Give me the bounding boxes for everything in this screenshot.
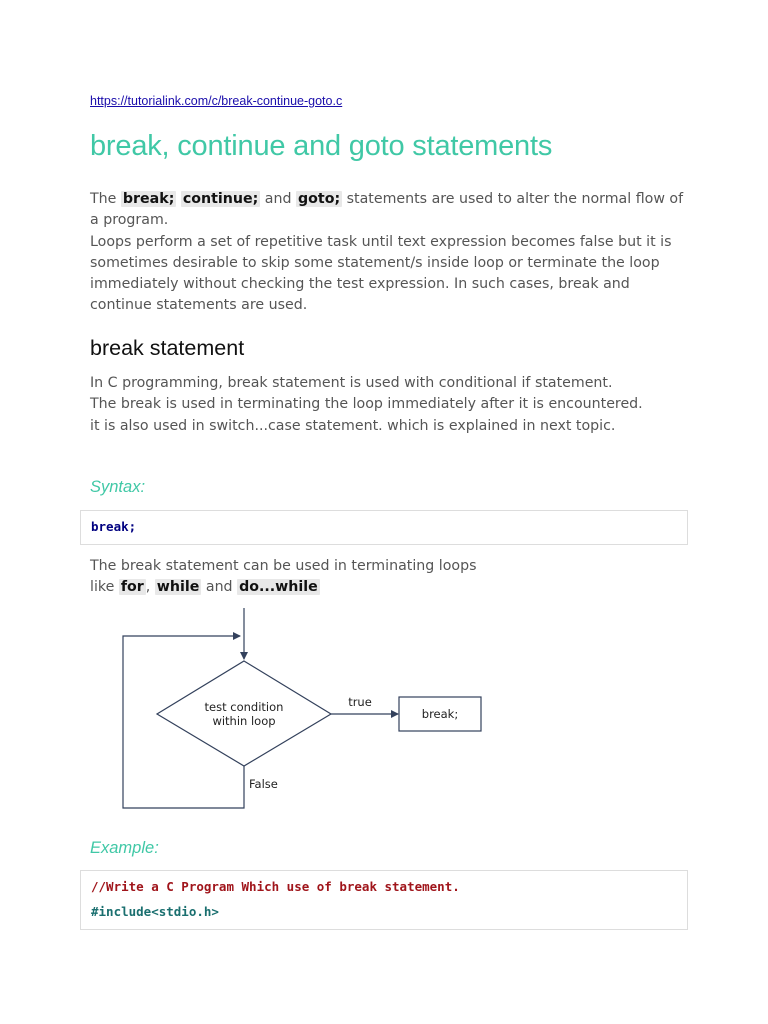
condition-text-line2: within loop (212, 714, 276, 728)
page-title: break, continue and goto statements (90, 130, 553, 162)
condition-text-line1: test condition (204, 700, 284, 714)
code-comment-line: //Write a C Program Which use of break statement. (91, 879, 460, 894)
break-desc-line: The break is used in terminating the loop immediately after it is encountered. (90, 396, 643, 413)
break-description (90, 373, 690, 437)
true-label: true (348, 695, 372, 709)
false-label: False (249, 777, 278, 791)
syntax-code-box (80, 510, 688, 545)
break-box-label: break; (421, 707, 459, 721)
intro-paragraph (90, 189, 690, 317)
break-desc-line: In C programming, break statement is used with conditional if statement. (90, 375, 613, 391)
intro-text: The (90, 191, 121, 207)
loops-text: and (201, 579, 238, 596)
keyword-break: break; (122, 191, 175, 207)
example-code-box (80, 870, 688, 930)
loops-text: The break statement can be used in terminating loops (90, 558, 477, 574)
loops-text: , (145, 579, 155, 596)
source-link[interactable]: https://tutorialink.com/c/break-continue-goto.c (90, 94, 343, 108)
intro-text: statements are used to alter the normal flow of a program. (90, 191, 684, 229)
break-flowchart (0, 600, 768, 820)
loops-text: like (90, 579, 119, 596)
intro-text: and (260, 191, 297, 207)
loops-paragraph (90, 556, 690, 599)
keyword-continue: continue; (182, 191, 259, 207)
example-label: Example: (90, 839, 159, 857)
syntax-code: break; (91, 519, 137, 534)
keyword-goto: goto; (298, 191, 341, 207)
keyword-for: for (120, 579, 144, 596)
code-include-line: #include<stdio.h> (91, 904, 219, 919)
syntax-label: Syntax: (90, 478, 146, 496)
keyword-while: while (156, 579, 200, 596)
section-heading: break statement (90, 336, 245, 360)
keyword-do-while: do...while (239, 579, 318, 596)
break-desc-line: it is also used in switch...case statement. which is explained in next topic. (90, 417, 616, 434)
intro-loops-text: Loops perform a set of repetitive task until text expression becomes false but it is sometimes desirable to skip some statement/s inside loop or terminate the loop immediately without checking the test expression. In such cases, break and continue statements are used. (90, 233, 672, 314)
